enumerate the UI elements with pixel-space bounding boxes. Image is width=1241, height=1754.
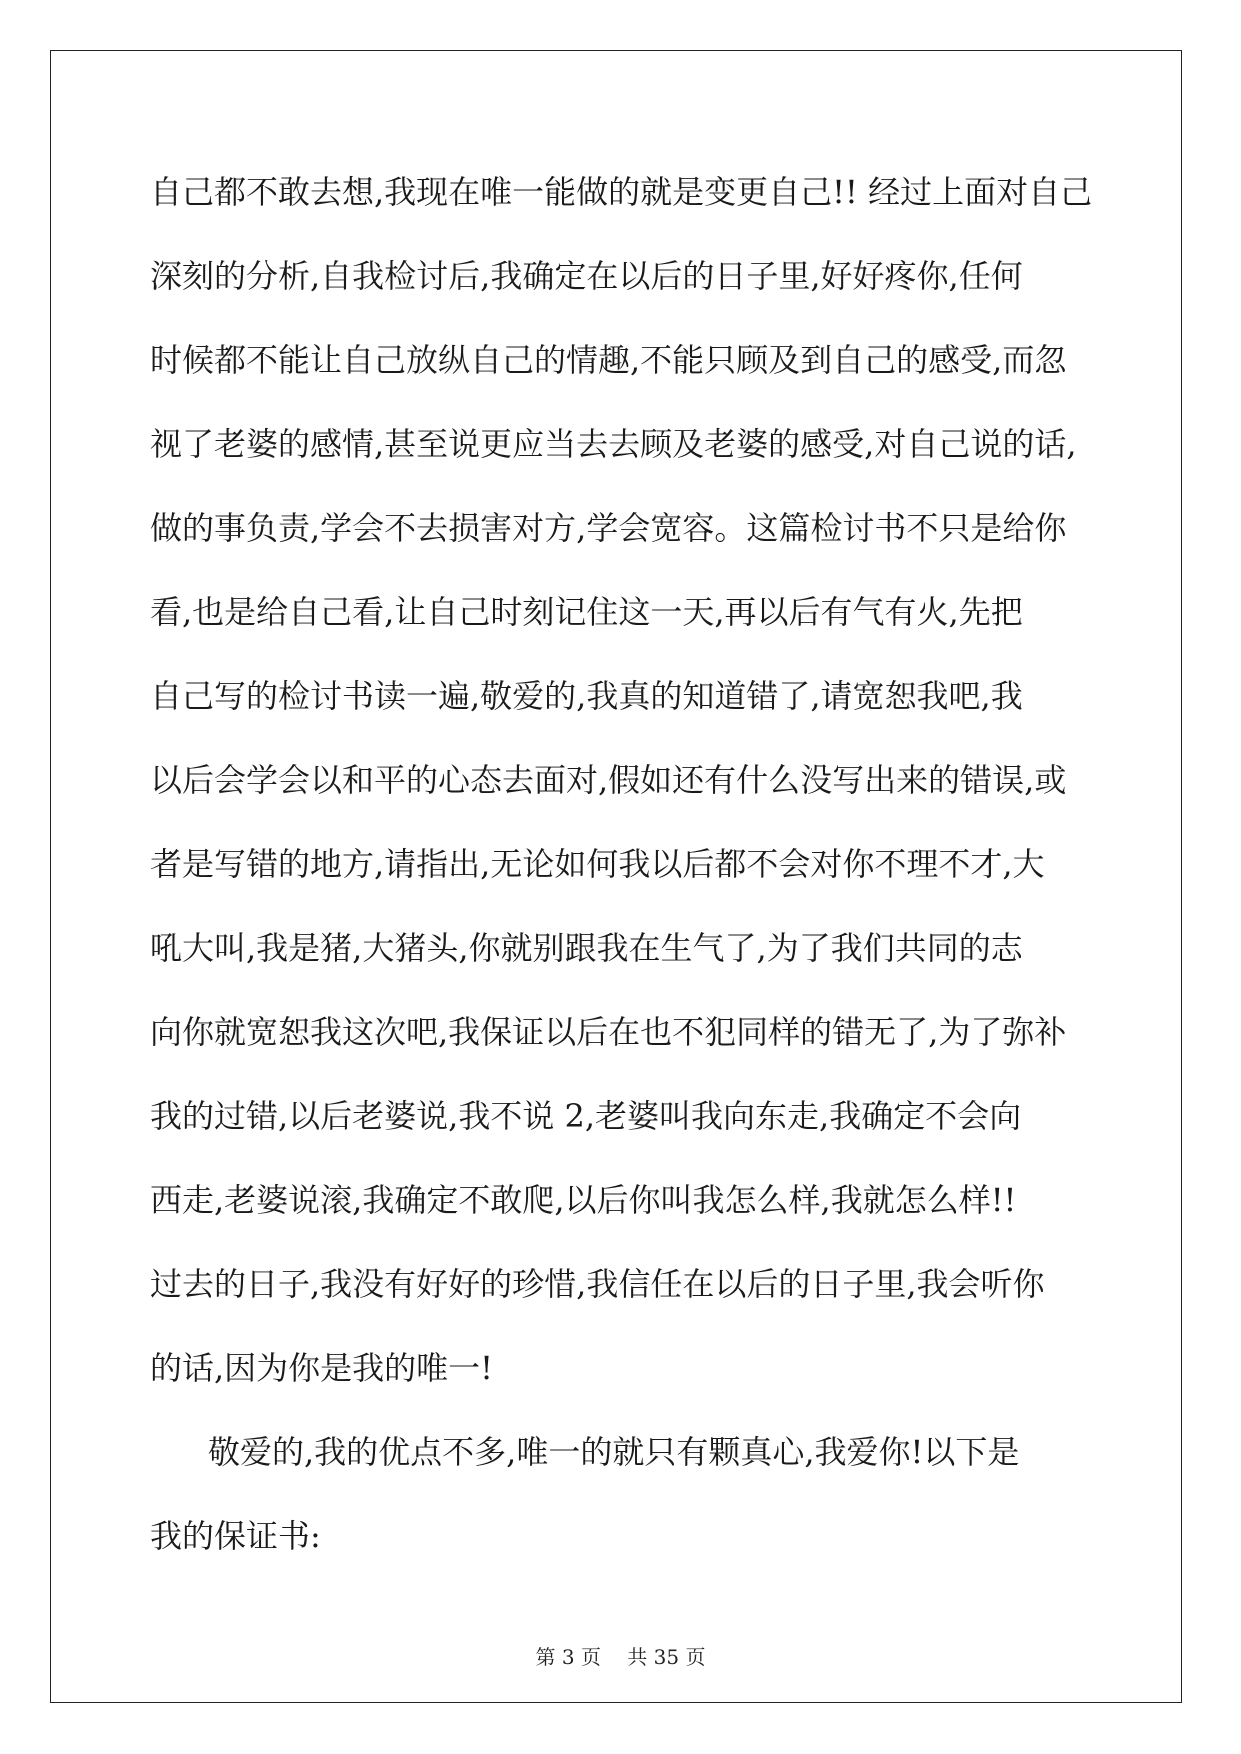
text-line: 深刻的分析,自我检讨后,我确定在以后的日子里,好好疼你,任何 <box>150 257 1023 295</box>
text-line: 以后会学会以和平的心态去面对,假如还有什么没写出来的错误,或 <box>150 761 1067 799</box>
text-line: 的话,因为你是我的唯一! <box>150 1349 494 1387</box>
text-line: 者是写错的地方,请指出,无论如何我以后都不会对你不理不才,大 <box>150 845 1045 883</box>
text-line: 我的保证书: <box>150 1517 321 1555</box>
text-line: 自己写的检讨书读一遍,敬爱的,我真的知道错了,请宽恕我吧,我 <box>150 677 1023 715</box>
page-number-footer: 第 3 页 共 35 页 <box>535 1645 706 1669</box>
text-line: 视了老婆的感情,甚至说更应当去去顾及老婆的感受,对自己说的话, <box>150 425 1077 463</box>
text-line: 我的过错,以后老婆说,我不说 2,老婆叫我向东走,我确定不会向 <box>150 1097 1022 1135</box>
text-line: 过去的日子,我没有好好的珍惜,我信任在以后的日子里,我会听你 <box>150 1265 1045 1303</box>
text-line: 时候都不能让自己放纵自己的情趣,不能只顾及到自己的感受,而忽 <box>150 341 1067 379</box>
text-line: 吼大叫,我是猪,大猪头,你就别跟我在生气了,为了我们共同的志 <box>150 929 1023 967</box>
document-body <box>150 150 1095 1578</box>
text-line: 做的事负责,学会不去损害对方,学会宽容。这篇检讨书不只是给你 <box>150 509 1067 547</box>
text-line: 敬爱的,我的优点不多,唯一的就只有颗真心,我爱你!以下是 <box>208 1433 1020 1471</box>
text-line: 西走,老婆说滚,我确定不敢爬,以后你叫我怎么样,我就怎么样!! <box>150 1181 1017 1219</box>
text-line: 自己都不敢去想,我现在唯一能做的就是变更自己!! 经过上面对自己 <box>150 173 1093 211</box>
text-line: 看,也是给自己看,让自己时刻记住这一天,再以后有气有火,先把 <box>150 593 1023 631</box>
text-line: 向你就宽恕我这次吧,我保证以后在也不犯同样的错无了,为了弥补 <box>150 1013 1067 1051</box>
